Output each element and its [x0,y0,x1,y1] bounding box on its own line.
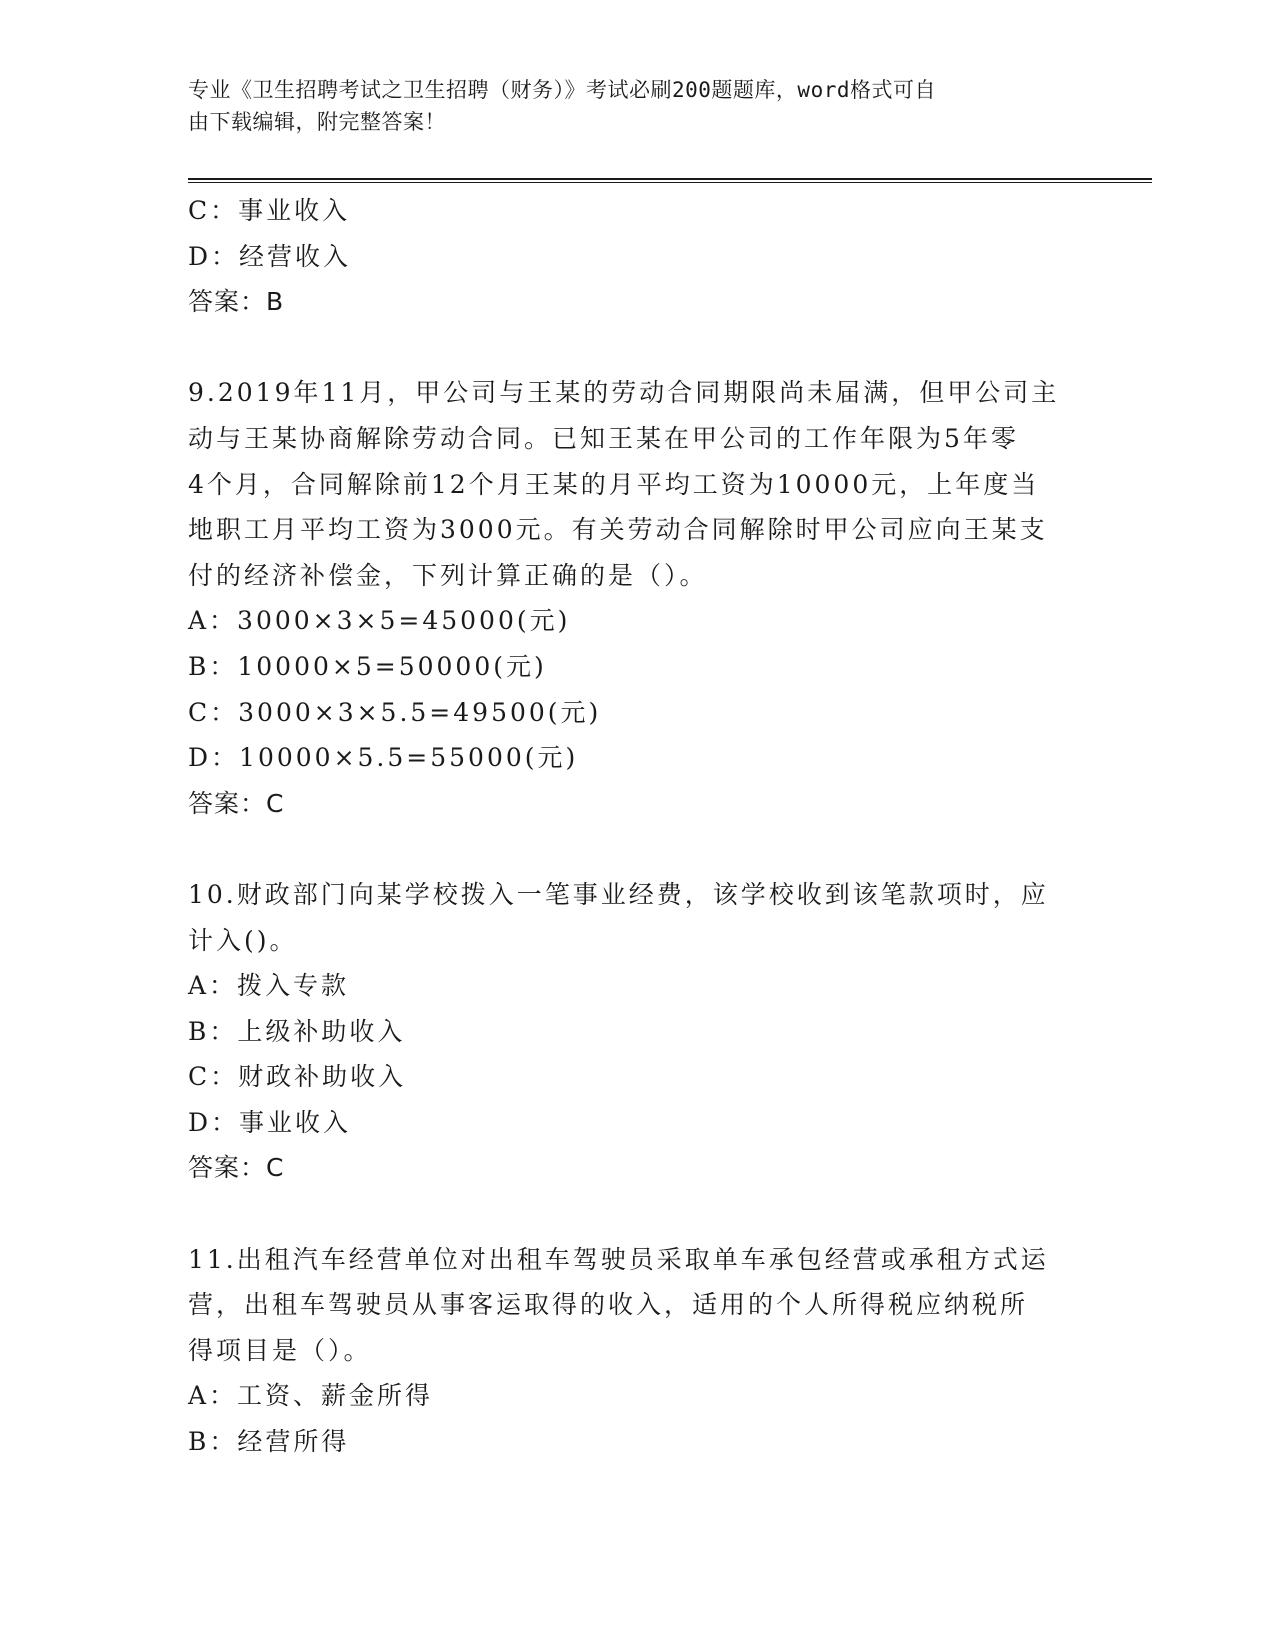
question-10 [188,872,1088,1191]
option-d: D：经营收入 [188,241,352,271]
question-text-line: 动与王某协商解除劳动合同。已知王某在甲公司的工作年限为5年零 [188,423,1019,453]
question-9 [188,370,1088,826]
answer: 答案：C [188,788,285,818]
question-text-line: 地职工月平均工资为3000元。有关劳动合同解除时甲公司应向王某支 [188,515,1048,545]
question-list [188,188,1088,1465]
option-a: A：3000×3×5=45000(元) [188,606,571,636]
option-d: D：事业收入 [188,1107,352,1137]
option-c: C：事业收入 [188,196,351,225]
header-divider-thick [188,178,1152,180]
option-d: D：10000×5.5=55000(元) [188,743,579,773]
page-header [188,74,1068,138]
question-text-line: 计入()。 [188,925,298,955]
question-continuation [188,188,1088,325]
question-text-line: 付的经济补偿金，下列计算正确的是（）。 [188,560,708,590]
question-text-line: 10.财政部门向某学校拨入一笔事业经费，该学校收到该笔款项时，应 [188,879,1049,909]
option-b: B：经营所得 [188,1427,350,1457]
question-text-line: 营，出租车驾驶员从事客运取得的收入，适用的个人所得税应纳税所 [188,1290,1029,1320]
question-text-line: 4个月，合同解除前12个月王某的月平均工资为10000元，上年度当 [188,469,1040,499]
answer: 答案：C [188,1153,285,1183]
question-text-line: 9.2019年11月，甲公司与王某的劳动合同期限尚未届满，但甲公司主 [188,378,1060,408]
header-divider-thin [188,182,1152,183]
option-c: C：财政补助收入 [188,1062,407,1092]
question-11 [188,1237,1088,1465]
header-line-1: 专业《卫生招聘考试之卫生招聘（财务）》考试必刷200题题库，word格式可自 [188,78,936,102]
header-line-2: 由下载编辑，附完整答案！ [188,110,446,134]
option-b: B：10000×5=50000(元) [188,651,547,681]
answer: 答案：B [188,287,285,317]
option-b: B：上级补助收入 [188,1016,406,1046]
spacer [188,1191,1088,1237]
question-text-line: 11.出租汽车经营单位对出租车驾驶员采取单车承包经营或承租方式运 [188,1244,1049,1274]
option-c: C：3000×3×5.5=49500(元) [188,697,602,727]
option-a: A：拨入专款 [188,971,350,1001]
question-text-line: 得项目是（）。 [188,1335,372,1365]
option-a: A：工资、薪金所得 [188,1381,434,1411]
spacer [188,826,1088,872]
spacer [188,325,1088,371]
